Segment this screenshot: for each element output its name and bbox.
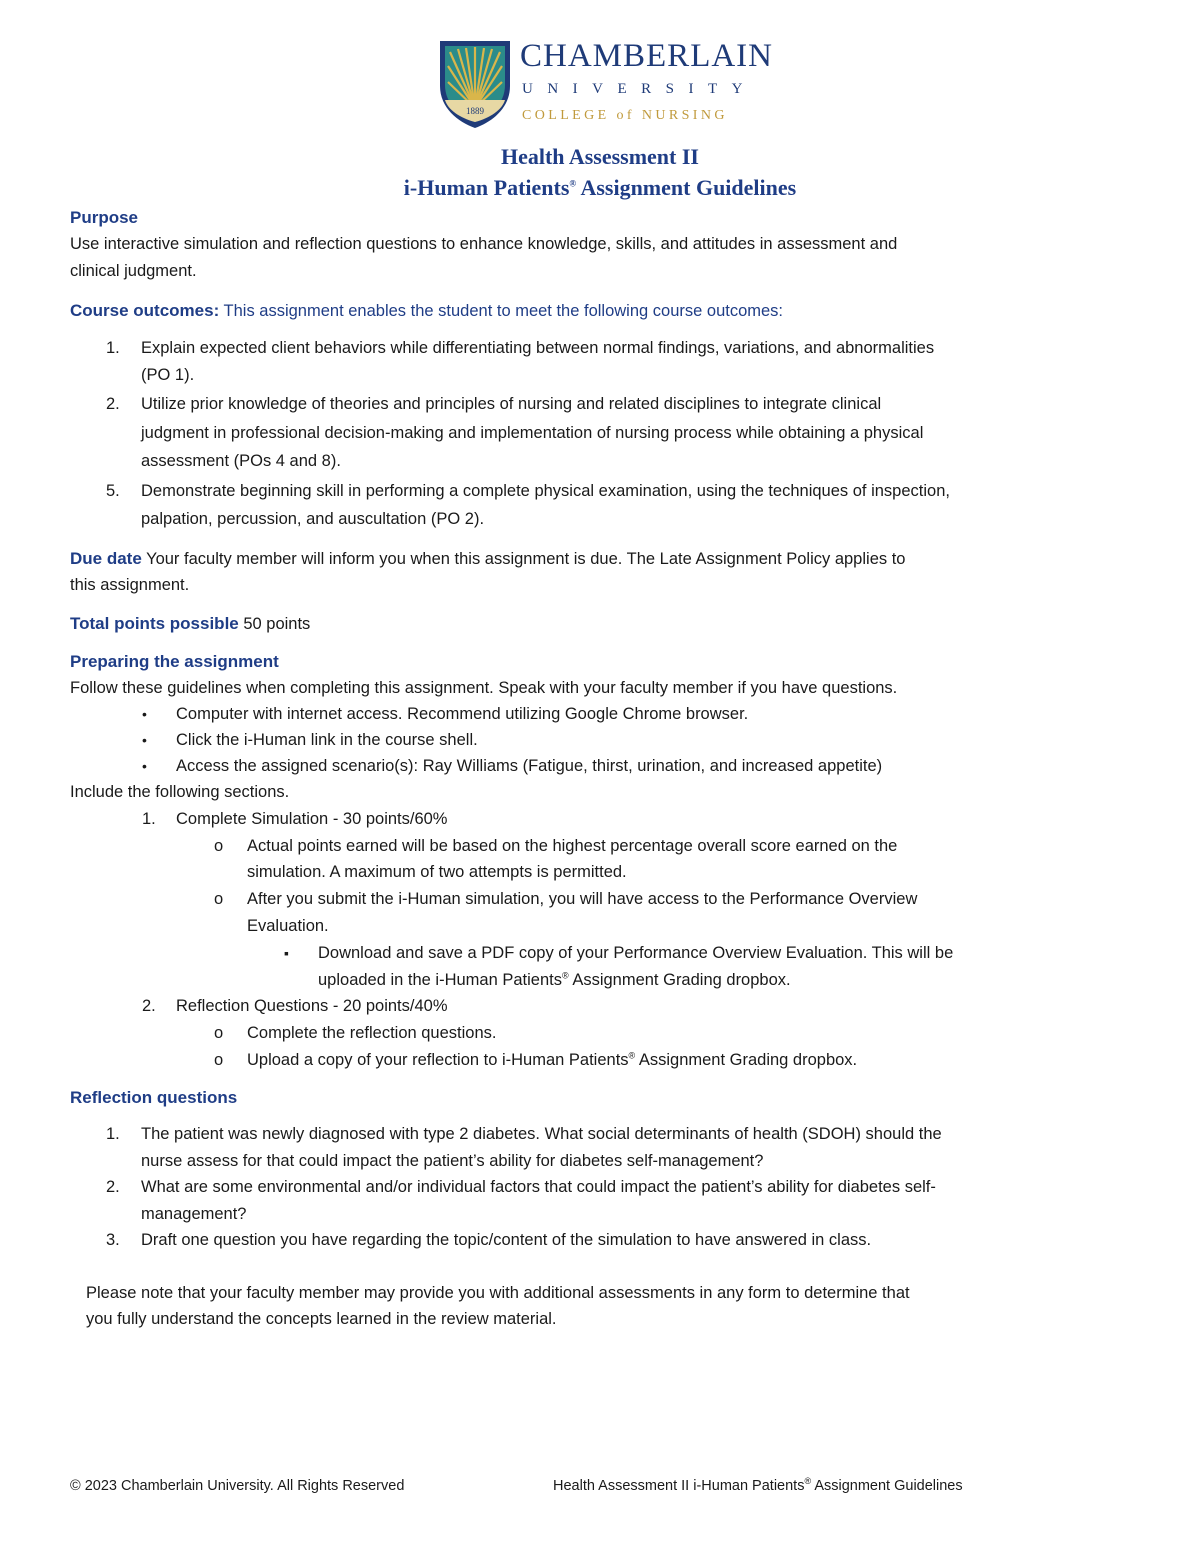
list-number: 2. — [106, 1178, 120, 1196]
preparing-heading: Preparing the assignment — [70, 652, 279, 671]
list-item: Computer with internet access. Recommend utilizing Google Chrome browser. — [176, 705, 749, 723]
due-date-line: Due date Your faculty member will inform you when this assignment is due. The Late Assignment Policy applies to — [70, 549, 906, 568]
page-subtitle: i-Human Patients® Assignment Guidelines — [403, 175, 797, 200]
question-line: The patient was newly diagnosed with type 2 diabetes. What social determinants of health (SDOH) should the — [141, 1125, 942, 1143]
sub-item-line: Upload a copy of your reflection to i-Human Patients® Assignment Grading dropbox. — [247, 1050, 858, 1069]
list-number: 1. — [106, 339, 120, 357]
note-line: you fully understand the concepts learned in the review material. — [86, 1310, 557, 1328]
circle-marker: o — [214, 1024, 224, 1042]
outcome-line: (PO 1). — [141, 366, 195, 384]
list-number: 1. — [106, 1125, 120, 1143]
page-title: Health Assessment II — [500, 144, 699, 169]
preparing-intro: Follow these guidelines when completing this assignment. Speak with your faculty member if you have questions. — [70, 679, 898, 697]
svg-text:1889: 1889 — [466, 106, 484, 116]
question-line: What are some environmental and/or individual factors that could impact the patient’s ability for diabetes self- — [141, 1178, 936, 1196]
purpose-text-line: Use interactive simulation and reflection questions to enhance knowledge, skills, and attitudes in assessment and — [70, 235, 898, 253]
logo-wordmark: CHAMBERLAIN — [520, 38, 774, 74]
shield-icon — [436, 38, 514, 130]
bullet-marker: • — [142, 706, 147, 722]
sub-item-line: Evaluation. — [247, 917, 329, 935]
logo-university: UNIVERSITY — [522, 81, 757, 97]
sub-item-line: After you submit the i-Human simulation, you will have access to the Performance Overview — [247, 890, 918, 908]
sub-item-line: simulation. A maximum of two attempts is permitted. — [247, 863, 627, 881]
footer-doc-title: Health Assessment II i-Human Patients® Assignment Guidelines — [553, 1476, 963, 1494]
question-line: Draft one question you have regarding the topic/content of the simulation to have answered in class. — [141, 1231, 872, 1249]
university-logo — [436, 38, 774, 130]
sub-item-line: Actual points earned will be based on the highest percentage overall score earned on the — [247, 837, 898, 855]
reflection-heading: Reflection questions — [70, 1088, 238, 1107]
list-item: Access the assigned scenario(s): Ray Williams (Fatigue, thirst, urination, and increased appetite) — [176, 757, 883, 775]
include-text: Include the following sections. — [70, 783, 290, 801]
section-label: Reflection Questions - 20 points/40% — [176, 997, 448, 1015]
outcome-line: judgment in professional decision-making and implementation of nursing process while obtaining a physical — [141, 424, 924, 442]
outcome-line: Demonstrate beginning skill in performing a complete physical examination, using the techniques of inspection, — [141, 482, 950, 500]
list-number: 3. — [106, 1231, 120, 1249]
sub-sub-item-line: Download and save a PDF copy of your Performance Overview Evaluation. This will be — [318, 944, 954, 962]
circle-marker: o — [214, 1051, 224, 1069]
sub-item-line: Complete the reflection questions. — [247, 1024, 497, 1042]
bullet-marker: • — [142, 758, 147, 774]
outcome-line: Explain expected client behaviors while differentiating between normal findings, variations, and abnormalities — [141, 339, 935, 357]
due-date-line: this assignment. — [70, 576, 190, 594]
list-number: 2. — [142, 997, 156, 1015]
bullet-marker: • — [142, 732, 147, 748]
question-line: nurse assess for that could impact the patient’s ability for diabetes self-management? — [141, 1152, 764, 1170]
circle-marker: o — [214, 890, 224, 908]
outcome-line: palpation, percussion, and auscultation (PO 2). — [141, 510, 485, 528]
note-line: Please note that your faculty member may provide you with additional assessments in any form to determine that — [86, 1284, 910, 1302]
list-number: 5. — [106, 482, 120, 500]
purpose-text-line: clinical judgment. — [70, 262, 197, 280]
logo-college: COLLEGE of NURSING — [522, 108, 728, 123]
purpose-heading: Purpose — [70, 208, 139, 227]
outcome-line: assessment (POs 4 and 8). — [141, 452, 341, 470]
square-marker: ▪ — [284, 945, 289, 961]
outcome-line: Utilize prior knowledge of theories and principles of nursing and related disciplines to integrate clinical — [141, 395, 882, 413]
outcomes-heading: Course outcomes: This assignment enables the student to meet the following course outcomes: — [70, 301, 784, 320]
circle-marker: o — [214, 837, 224, 855]
question-line: management? — [141, 1205, 247, 1223]
footer-copyright: © 2023 Chamberlain University. All Rights Reserved — [70, 1478, 405, 1494]
list-item: Click the i-Human link in the course shell. — [176, 731, 478, 749]
list-number: 1. — [142, 810, 156, 828]
section-label: Complete Simulation - 30 points/60% — [176, 810, 448, 828]
sub-sub-item-line: uploaded in the i-Human Patients® Assignment Grading dropbox. — [318, 970, 791, 989]
list-number: 2. — [106, 395, 120, 413]
total-points: Total points possible 50 points — [70, 614, 311, 633]
